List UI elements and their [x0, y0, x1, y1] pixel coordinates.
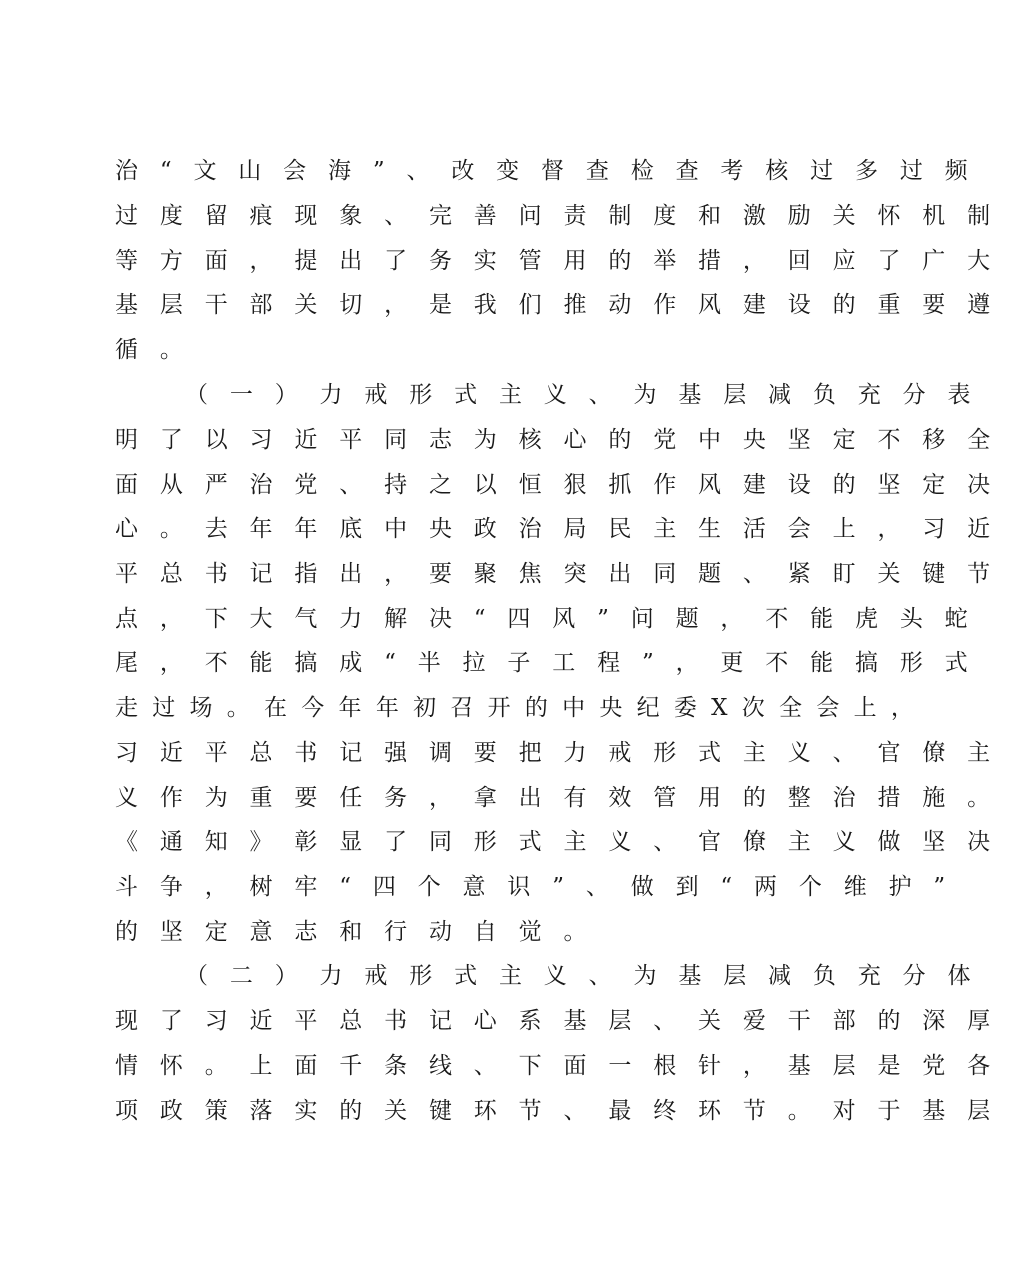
- text-line: 点，下大气力解决“四风”问题，不能虎头蛇: [115, 606, 990, 632]
- text-line: 过度留痕现象、完善问责制度和激励关怀机制: [115, 203, 1012, 229]
- text-line: 心。去年年底中央政治局民主生活会上，习近: [115, 516, 1012, 542]
- paragraph-2-first-line: （二）力戒形式主义、为基层减负充分体: [185, 963, 993, 989]
- text-line: 面从严治党、持之以恒狠抓作风建设的坚定决: [115, 472, 1012, 498]
- text-line: 明了以习近平同志为核心的党中央坚定不移全: [115, 427, 1012, 453]
- text-line: 项政策落实的关键环节、最终环节。对于基层: [115, 1098, 1012, 1124]
- text-line: 斗争，树牢“四个意识”、做到“两个维护”: [115, 874, 968, 900]
- text-line: 平总书记指出，要聚焦突出同题、紧盯关键节: [115, 561, 1012, 587]
- text-line: 尾，不能搞成“半拉子工程”，更不能搞形式: [115, 650, 990, 676]
- text-line: 现了习近平总书记心系基层、关爱干部的深厚: [115, 1008, 1012, 1034]
- text-line: 《通知》彰显了同形式主义、官僚主义做坚决: [115, 829, 1012, 855]
- text-line: 的坚定意志和行动自觉。: [115, 919, 609, 945]
- paragraph-1-first-line: （一）力戒形式主义、为基层减负充分表: [185, 382, 993, 408]
- text-line: 等方面，提出了务实管用的举措，回应了广大: [115, 248, 1012, 274]
- text-line: 循。: [115, 337, 205, 363]
- text-line: 治“文山会海”、改变督查检查考核过多过频: [115, 158, 990, 184]
- text-line: 走过场。在今年年初召开的中央纪委X次全会上，: [115, 695, 929, 721]
- text-line: 习近平总书记强调要把力戒形式主义、官僚主: [115, 740, 1012, 766]
- text-line: 义作为重要任务，拿出有效管用的整治措施。: [115, 785, 1012, 811]
- text-line: 情怀。上面千条线、下面一根针，基层是党各: [115, 1053, 1012, 1079]
- text-line: 基层干部关切，是我们推动作风建设的重要遵: [115, 292, 1012, 318]
